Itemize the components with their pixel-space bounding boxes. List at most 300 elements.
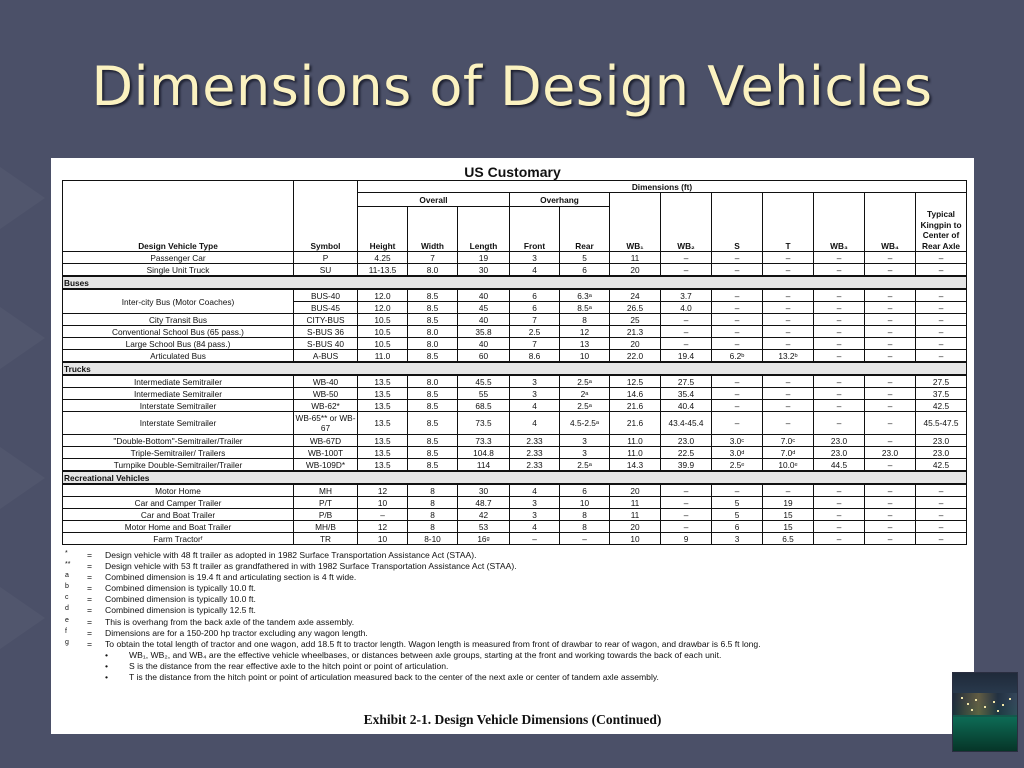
- table-heading: US Customary: [464, 164, 561, 180]
- value-cell: 6: [560, 264, 610, 277]
- table-row: [63, 289, 967, 302]
- value-cell: –: [865, 375, 916, 388]
- value-cell: 15: [763, 521, 814, 533]
- value-cell: 6: [560, 484, 610, 497]
- value-cell: –: [865, 435, 916, 447]
- value-cell: 12: [358, 484, 408, 497]
- value-cell: –: [712, 375, 763, 388]
- value-cell: –: [661, 326, 712, 338]
- value-cell: 8.5: [408, 302, 458, 314]
- value-cell: 8.5: [408, 412, 458, 435]
- vehicle-type-cell: Farm Tractorᶠ: [63, 533, 294, 545]
- value-cell: –: [712, 264, 763, 277]
- value-cell: –: [763, 264, 814, 277]
- value-cell: –: [814, 314, 865, 326]
- value-cell: –: [661, 314, 712, 326]
- value-cell: 8.5ᵃ: [560, 302, 610, 314]
- value-cell: –: [763, 302, 814, 314]
- value-cell: –: [763, 400, 814, 412]
- value-cell: –: [712, 400, 763, 412]
- value-cell: 11: [610, 509, 661, 521]
- symbol-cell: P: [294, 252, 358, 264]
- header-col: S: [712, 193, 763, 252]
- table-row: [63, 350, 967, 363]
- value-cell: 4.5-2.5ᵃ: [560, 412, 610, 435]
- value-cell: 4.25: [358, 252, 408, 264]
- value-cell: 6.3ᵃ: [560, 289, 610, 302]
- value-cell: –: [763, 388, 814, 400]
- value-cell: –: [712, 289, 763, 302]
- value-cell: 8.5: [408, 459, 458, 472]
- table-row: [63, 412, 967, 435]
- value-cell: –: [916, 289, 967, 302]
- value-cell: –: [865, 264, 916, 277]
- value-cell: 8-10: [408, 533, 458, 545]
- value-cell: –: [814, 375, 865, 388]
- value-cell: 26.5: [610, 302, 661, 314]
- value-cell: 20: [610, 521, 661, 533]
- value-cell: –: [763, 289, 814, 302]
- value-cell: 11.0: [358, 350, 408, 363]
- value-cell: 23.0: [814, 435, 865, 447]
- footnotes: [65, 550, 965, 683]
- footnote-bullet: [65, 661, 965, 672]
- footnote-equals: =: [87, 638, 93, 649]
- value-cell: 8: [560, 509, 610, 521]
- table-row: [63, 459, 967, 472]
- table-row: [63, 326, 967, 338]
- bullet-text: S is the distance from the rear effective axle to the hitch point or point of articulation.: [129, 660, 449, 671]
- header-col: WB₂: [661, 193, 712, 252]
- footnote-equals: =: [87, 550, 93, 560]
- symbol-cell: SU: [294, 264, 358, 277]
- exhibit-caption: Exhibit 2-1. Design Vehicle Dimensions (Continued): [363, 712, 662, 727]
- value-cell: 14.6: [610, 388, 661, 400]
- value-cell: 19: [458, 252, 510, 264]
- value-cell: 27.5: [916, 375, 967, 388]
- symbol-cell: BUS-45: [294, 302, 358, 314]
- value-cell: 42: [458, 509, 510, 521]
- symbol-cell: WB-67D: [294, 435, 358, 447]
- value-cell: 40: [458, 338, 510, 350]
- value-cell: 21.6: [610, 400, 661, 412]
- value-cell: –: [814, 350, 865, 363]
- value-cell: 11: [610, 252, 661, 264]
- footnote-equals: =: [87, 605, 93, 616]
- footnote-text: Combined dimension is 19.4 ft and articulating section is 4 ft wide.: [105, 572, 357, 583]
- value-cell: 19: [763, 497, 814, 509]
- value-cell: 42.5: [916, 400, 967, 412]
- table-body: [63, 252, 967, 545]
- value-cell: 73.3: [458, 435, 510, 447]
- value-cell: –: [916, 302, 967, 314]
- value-cell: 20: [610, 264, 661, 277]
- value-cell: 44.5: [814, 459, 865, 472]
- value-cell: –: [916, 314, 967, 326]
- value-cell: –: [763, 252, 814, 264]
- value-cell: 24: [610, 289, 661, 302]
- value-cell: –: [661, 338, 712, 350]
- value-cell: 10.5: [358, 338, 408, 350]
- value-cell: –: [865, 252, 916, 264]
- value-cell: 21.6: [610, 412, 661, 435]
- value-cell: –: [661, 509, 712, 521]
- value-cell: 8: [408, 484, 458, 497]
- value-cell: 23.0: [865, 447, 916, 459]
- footnote: [65, 605, 965, 616]
- vehicle-type-cell: Motor Home and Boat Trailer: [63, 521, 294, 533]
- footnote-equals: =: [87, 572, 93, 583]
- value-cell: 7: [408, 252, 458, 264]
- value-cell: 15: [763, 509, 814, 521]
- table-row: [63, 497, 967, 509]
- value-cell: 23.0: [814, 447, 865, 459]
- section-label: Trucks: [63, 362, 967, 375]
- value-cell: –: [865, 338, 916, 350]
- value-cell: –: [661, 484, 712, 497]
- value-cell: –: [865, 484, 916, 497]
- vehicle-type-cell: Motor Home: [63, 484, 294, 497]
- value-cell: –: [712, 412, 763, 435]
- value-cell: 4: [510, 400, 560, 412]
- symbol-cell: WB-50: [294, 388, 358, 400]
- footnote-equals: =: [87, 583, 93, 594]
- header-col: Length: [458, 207, 510, 252]
- value-cell: –: [814, 400, 865, 412]
- symbol-cell: WB-62*: [294, 400, 358, 412]
- value-cell: 7.0ᵈ: [763, 447, 814, 459]
- value-cell: 8: [560, 521, 610, 533]
- footnote-text: Design vehicle with 48 ft trailer as adopted in 1982 Surface Transportation Assistance Act (STAA).: [105, 550, 477, 560]
- header-col: T: [763, 193, 814, 252]
- footnote-bullet: [65, 672, 965, 683]
- value-cell: 8.6: [510, 350, 560, 363]
- header-col: Height: [358, 207, 408, 252]
- value-cell: –: [814, 484, 865, 497]
- value-cell: 68.5: [458, 400, 510, 412]
- vehicle-type-cell: Interstate Semitrailer: [63, 412, 294, 435]
- vehicle-type-cell: Single Unit Truck: [63, 264, 294, 277]
- section-header: [63, 276, 967, 289]
- value-cell: –: [865, 289, 916, 302]
- value-cell: –: [661, 264, 712, 277]
- value-cell: –: [814, 338, 865, 350]
- footnote-equals: =: [87, 627, 93, 638]
- value-cell: –: [712, 326, 763, 338]
- value-cell: 8: [408, 521, 458, 533]
- value-cell: 3: [560, 447, 610, 459]
- value-cell: –: [763, 412, 814, 435]
- value-cell: 16ᵍ: [458, 533, 510, 545]
- symbol-cell: P/T: [294, 497, 358, 509]
- value-cell: 3: [510, 375, 560, 388]
- symbol-cell: WB-100T: [294, 447, 358, 459]
- value-cell: 39.9: [661, 459, 712, 472]
- value-cell: –: [916, 264, 967, 277]
- value-cell: 8.0: [408, 338, 458, 350]
- value-cell: 13.5: [358, 400, 408, 412]
- value-cell: –: [712, 484, 763, 497]
- vehicle-type-cell: "Double-Bottom"-Semitrailer/Trailer: [63, 435, 294, 447]
- value-cell: 27.5: [661, 375, 712, 388]
- footnote-text: Combined dimension is typically 10.0 ft.: [105, 594, 256, 605]
- value-cell: 3: [510, 497, 560, 509]
- table-row: [63, 435, 967, 447]
- vehicle-type-cell: Car and Boat Trailer: [63, 509, 294, 521]
- vehicle-type-cell: Conventional School Bus (65 pass.): [63, 326, 294, 338]
- value-cell: 21.3: [610, 326, 661, 338]
- value-cell: 25: [610, 314, 661, 326]
- table-row: [63, 400, 967, 412]
- value-cell: 19.4: [661, 350, 712, 363]
- value-cell: 8.5: [408, 435, 458, 447]
- value-cell: 35.4: [661, 388, 712, 400]
- value-cell: 2.5ᵃ: [560, 459, 610, 472]
- value-cell: –: [661, 497, 712, 509]
- value-cell: –: [814, 509, 865, 521]
- value-cell: 104.8: [458, 447, 510, 459]
- value-cell: –: [510, 533, 560, 545]
- footnote-text: Dimensions are for a 150-200 hp tractor excluding any wagon length.: [105, 627, 368, 638]
- value-cell: –: [865, 326, 916, 338]
- table-row: [63, 252, 967, 264]
- value-cell: –: [763, 484, 814, 497]
- value-cell: 13.5: [358, 388, 408, 400]
- footnote: [65, 628, 965, 639]
- value-cell: 8.5: [408, 447, 458, 459]
- footnote: [65, 639, 965, 650]
- value-cell: –: [763, 375, 814, 388]
- value-cell: 10: [610, 533, 661, 545]
- value-cell: 5: [712, 509, 763, 521]
- value-cell: –: [865, 497, 916, 509]
- value-cell: –: [865, 350, 916, 363]
- vehicle-type-cell: Inter-city Bus (Motor Coaches): [63, 289, 294, 314]
- header-overhang: Overhang: [510, 193, 610, 207]
- value-cell: 8.5: [408, 314, 458, 326]
- table-row: [63, 484, 967, 497]
- value-cell: 5: [712, 497, 763, 509]
- value-cell: –: [916, 509, 967, 521]
- value-cell: 8.5: [408, 289, 458, 302]
- header-col: WB₃: [814, 193, 865, 252]
- table-row: [63, 375, 967, 388]
- value-cell: 60: [458, 350, 510, 363]
- value-cell: 23.0: [916, 447, 967, 459]
- value-cell: 13.5: [358, 435, 408, 447]
- value-cell: 8.5: [408, 400, 458, 412]
- value-cell: 10: [560, 350, 610, 363]
- footnote-mark: **: [65, 561, 71, 569]
- symbol-cell: TR: [294, 533, 358, 545]
- value-cell: 4: [510, 521, 560, 533]
- value-cell: 8: [408, 509, 458, 521]
- value-cell: 3: [510, 509, 560, 521]
- footnote: [65, 594, 965, 605]
- footnote-text: This is overhang from the back axle of the tandem axle assembly.: [105, 616, 355, 627]
- value-cell: 45.5-47.5: [916, 412, 967, 435]
- table-row: [63, 314, 967, 326]
- header-symbol: Symbol: [294, 181, 358, 252]
- footnote-text: Combined dimension is typically 12.5 ft.: [105, 605, 256, 616]
- value-cell: –: [916, 521, 967, 533]
- slide-title: Dimensions of Design Vehicles: [91, 55, 933, 118]
- bullet-text: T is the distance from the hitch point or point of articulation measured back to the center of the next axle or center of tandem axle assembly.: [129, 672, 659, 683]
- value-cell: 8: [408, 497, 458, 509]
- vehicle-type-cell: Car and Camper Trailer: [63, 497, 294, 509]
- value-cell: 12.0: [358, 289, 408, 302]
- value-cell: 35.8: [458, 326, 510, 338]
- footnote-text: Design vehicle with 53 ft trailer as grandfathered in with 1982 Surface Transportation Assistance Act (STAA).: [105, 561, 517, 572]
- value-cell: 2.33: [510, 447, 560, 459]
- footnote-mark: g: [65, 638, 69, 646]
- header-overall: Overall: [358, 193, 510, 207]
- vehicle-type-cell: Triple-Semitrailer/ Trailers: [63, 447, 294, 459]
- symbol-cell: A-BUS: [294, 350, 358, 363]
- value-cell: 12: [560, 326, 610, 338]
- value-cell: –: [916, 484, 967, 497]
- bullet-icon: •: [105, 672, 109, 683]
- vehicle-type-cell: Turnpike Double-Semitrailer/Trailer: [63, 459, 294, 472]
- value-cell: 6: [510, 302, 560, 314]
- symbol-cell: P/B: [294, 509, 358, 521]
- symbol-cell: S-BUS 36: [294, 326, 358, 338]
- value-cell: –: [814, 412, 865, 435]
- footnote-equals: =: [87, 594, 93, 605]
- symbol-cell: WB-65** or WB-67: [294, 412, 358, 435]
- value-cell: –: [763, 338, 814, 350]
- value-cell: 10: [358, 497, 408, 509]
- value-cell: 40: [458, 314, 510, 326]
- header-typical-kingpin: Typical Kingpin to Center of Rear Axle: [916, 193, 967, 252]
- vehicle-type-cell: Articulated Bus: [63, 350, 294, 363]
- value-cell: 3.0ᶜ: [712, 435, 763, 447]
- symbol-cell: MH: [294, 484, 358, 497]
- footnote: [65, 550, 965, 561]
- footnote: [65, 561, 965, 572]
- value-cell: 12.0: [358, 302, 408, 314]
- value-cell: 42.5: [916, 459, 967, 472]
- value-cell: 55: [458, 388, 510, 400]
- table-row: [63, 509, 967, 521]
- value-cell: 10: [560, 497, 610, 509]
- value-cell: –: [865, 388, 916, 400]
- value-cell: 4.0: [661, 302, 712, 314]
- section-header: [63, 362, 967, 375]
- header-col: WB₄: [865, 193, 916, 252]
- value-cell: –: [814, 326, 865, 338]
- value-cell: –: [763, 314, 814, 326]
- footnote-mark: a: [65, 572, 69, 580]
- value-cell: –: [814, 252, 865, 264]
- value-cell: –: [865, 509, 916, 521]
- value-cell: 8.0: [408, 326, 458, 338]
- value-cell: 5: [560, 252, 610, 264]
- footnote: [65, 617, 965, 628]
- value-cell: 73.5: [458, 412, 510, 435]
- vehicle-type-cell: Intermediate Semitrailer: [63, 375, 294, 388]
- bullet-text: WB₁, WB₂, and WB₄ are the effective vehicle wheelbases, or distances between axle groups, starting at the front and working towards the back of each unit.: [129, 649, 722, 660]
- value-cell: 30: [458, 264, 510, 277]
- value-cell: 9: [661, 533, 712, 545]
- value-cell: 2.33: [510, 459, 560, 472]
- value-cell: 23.0: [661, 435, 712, 447]
- corner-city-photo: [952, 672, 1018, 752]
- value-cell: 23.0: [916, 435, 967, 447]
- footnote-mark: e: [65, 616, 69, 624]
- bullet-icon: •: [105, 660, 109, 671]
- value-cell: –: [865, 314, 916, 326]
- value-cell: –: [661, 521, 712, 533]
- value-cell: 13.5: [358, 459, 408, 472]
- value-cell: 43.4-45.4: [661, 412, 712, 435]
- value-cell: –: [814, 521, 865, 533]
- value-cell: –: [814, 264, 865, 277]
- value-cell: –: [661, 252, 712, 264]
- value-cell: –: [712, 252, 763, 264]
- section-label: Recreational Vehicles: [63, 471, 967, 484]
- value-cell: –: [712, 338, 763, 350]
- footnote-text: Combined dimension is typically 10.0 ft.: [105, 583, 256, 594]
- value-cell: –: [814, 497, 865, 509]
- value-cell: 4: [510, 484, 560, 497]
- value-cell: –: [358, 509, 408, 521]
- value-cell: –: [560, 533, 610, 545]
- value-cell: –: [865, 302, 916, 314]
- table-row: [63, 388, 967, 400]
- table-row: [63, 533, 967, 545]
- value-cell: 45.5: [458, 375, 510, 388]
- value-cell: –: [814, 289, 865, 302]
- value-cell: 6.5: [763, 533, 814, 545]
- value-cell: –: [865, 459, 916, 472]
- vehicle-type-cell: Large School Bus (84 pass.): [63, 338, 294, 350]
- section-header: [63, 471, 967, 484]
- header-col: Width: [408, 207, 458, 252]
- footnote-mark: b: [65, 583, 69, 591]
- vehicle-type-cell: City Transit Bus: [63, 314, 294, 326]
- value-cell: –: [916, 497, 967, 509]
- value-cell: –: [916, 338, 967, 350]
- value-cell: –: [712, 314, 763, 326]
- header-col: Front: [510, 207, 560, 252]
- value-cell: 7: [510, 338, 560, 350]
- header-design-vehicle-type: Design Vehicle Type: [63, 181, 294, 252]
- footnote-bullet: [65, 650, 965, 661]
- value-cell: 11-13.5: [358, 264, 408, 277]
- value-cell: 2.5: [510, 326, 560, 338]
- symbol-cell: S-BUS 40: [294, 338, 358, 350]
- value-cell: 11.0: [610, 435, 661, 447]
- value-cell: 3: [560, 435, 610, 447]
- value-cell: –: [814, 533, 865, 545]
- value-cell: 2ᵃ: [560, 388, 610, 400]
- value-cell: –: [814, 302, 865, 314]
- value-cell: 45: [458, 302, 510, 314]
- value-cell: 10.5: [358, 326, 408, 338]
- value-cell: 22.0: [610, 350, 661, 363]
- value-cell: 37.5: [916, 388, 967, 400]
- value-cell: 2.33: [510, 435, 560, 447]
- value-cell: 3: [510, 388, 560, 400]
- value-cell: 11: [610, 497, 661, 509]
- value-cell: –: [763, 326, 814, 338]
- section-label: Buses: [63, 276, 967, 289]
- value-cell: 3: [510, 252, 560, 264]
- value-cell: 7: [510, 314, 560, 326]
- value-cell: 10.5: [358, 314, 408, 326]
- value-cell: 20: [610, 338, 661, 350]
